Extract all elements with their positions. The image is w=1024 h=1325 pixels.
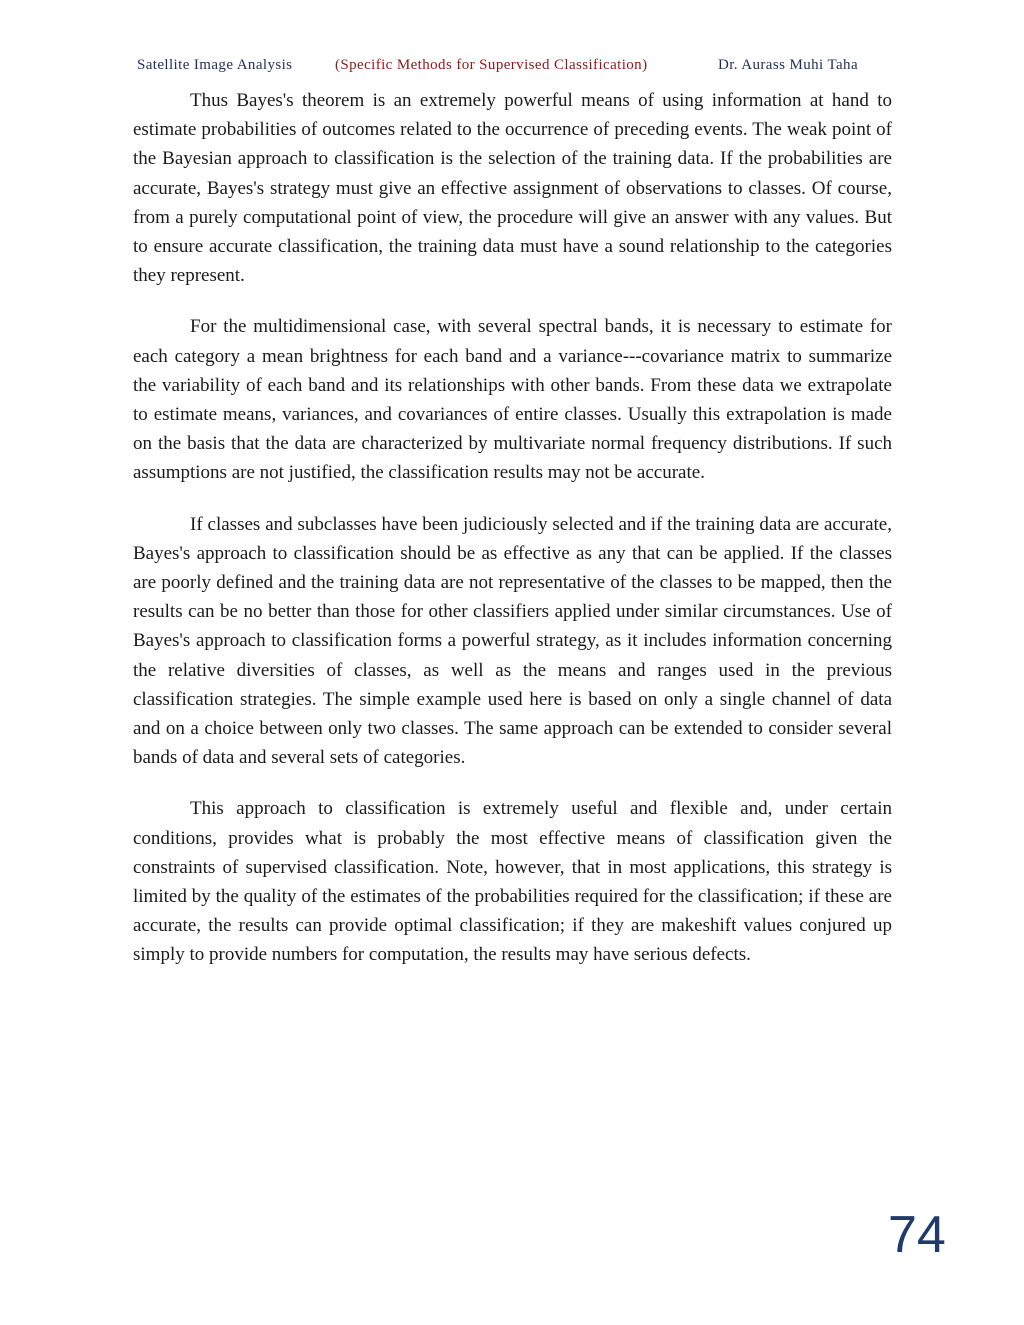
paragraph: This approach to classification is extremely useful and flexible and, under certain conditions, provides what is probably the most effective means of classification given the constraints of supervised classification. Note, however, that in most applications, this strategy is limited by the quality of the estimates of the probabilities required for the classification; if these are accurate, the results can provide optimal classification; if they are makeshift values conjured up simply to provide numbers for computation, the results may have serious defects. xyxy=(133,798,892,966)
page-number: 74 xyxy=(888,1206,946,1264)
body-text xyxy=(133,86,892,992)
paragraph: Thus Bayes's theorem is an extremely powerful means of using information at hand to estimate probabilities of outcomes related to the occurrence of preceding events. The weak point of the Bayesian approach to classification is the selection of the training data. If the probabilities are accurate, Bayes's strategy must give an effective assignment of observations to classes. Of course, from a purely computational point of view, the procedure will give an answer with any values. But to ensure accurate classification, the training data must have a sound relationship to the categories they represent. xyxy=(133,90,892,287)
header-author: Dr. Aurass Muhi Taha xyxy=(718,57,858,73)
paragraph: For the multidimensional case, with several spectral bands, it is necessary to estimate for each category a mean brightness for each band and a variance---covariance matrix to summarize the variability of each band and its relationships with other bands. From these data we extrapolate to estimate means, variances, and covariances of entire classes. Usually this extrapolation is made on the basis that the data are characterized by multivariate normal frequency distributions. If such assumptions are not justified, the classification results may not be accurate. xyxy=(133,316,892,484)
header-course-title: Satellite Image Analysis xyxy=(137,57,293,73)
running-header xyxy=(137,57,887,77)
header-chapter-title: (Specific Methods for Supervised Classification) xyxy=(335,57,648,73)
paragraph: If classes and subclasses have been judiciously selected and if the training data are accurate, Bayes's approach to classification should be as effective as any that can be applied. If the classes are poorly defined and the training data are not representative of the classes to be mapped, then the results can be no better than those for other classifiers applied under similar circumstances. Use of Bayes's approach to classification forms a powerful strategy, as it includes information concerning the relative diversities of classes, as well as the means and ranges used in the previous classification strategies. The simple example used here is based on only a single channel of data and on a choice between only two classes. The same approach can be extended to consider several bands of data and several sets of categories. xyxy=(133,513,892,769)
